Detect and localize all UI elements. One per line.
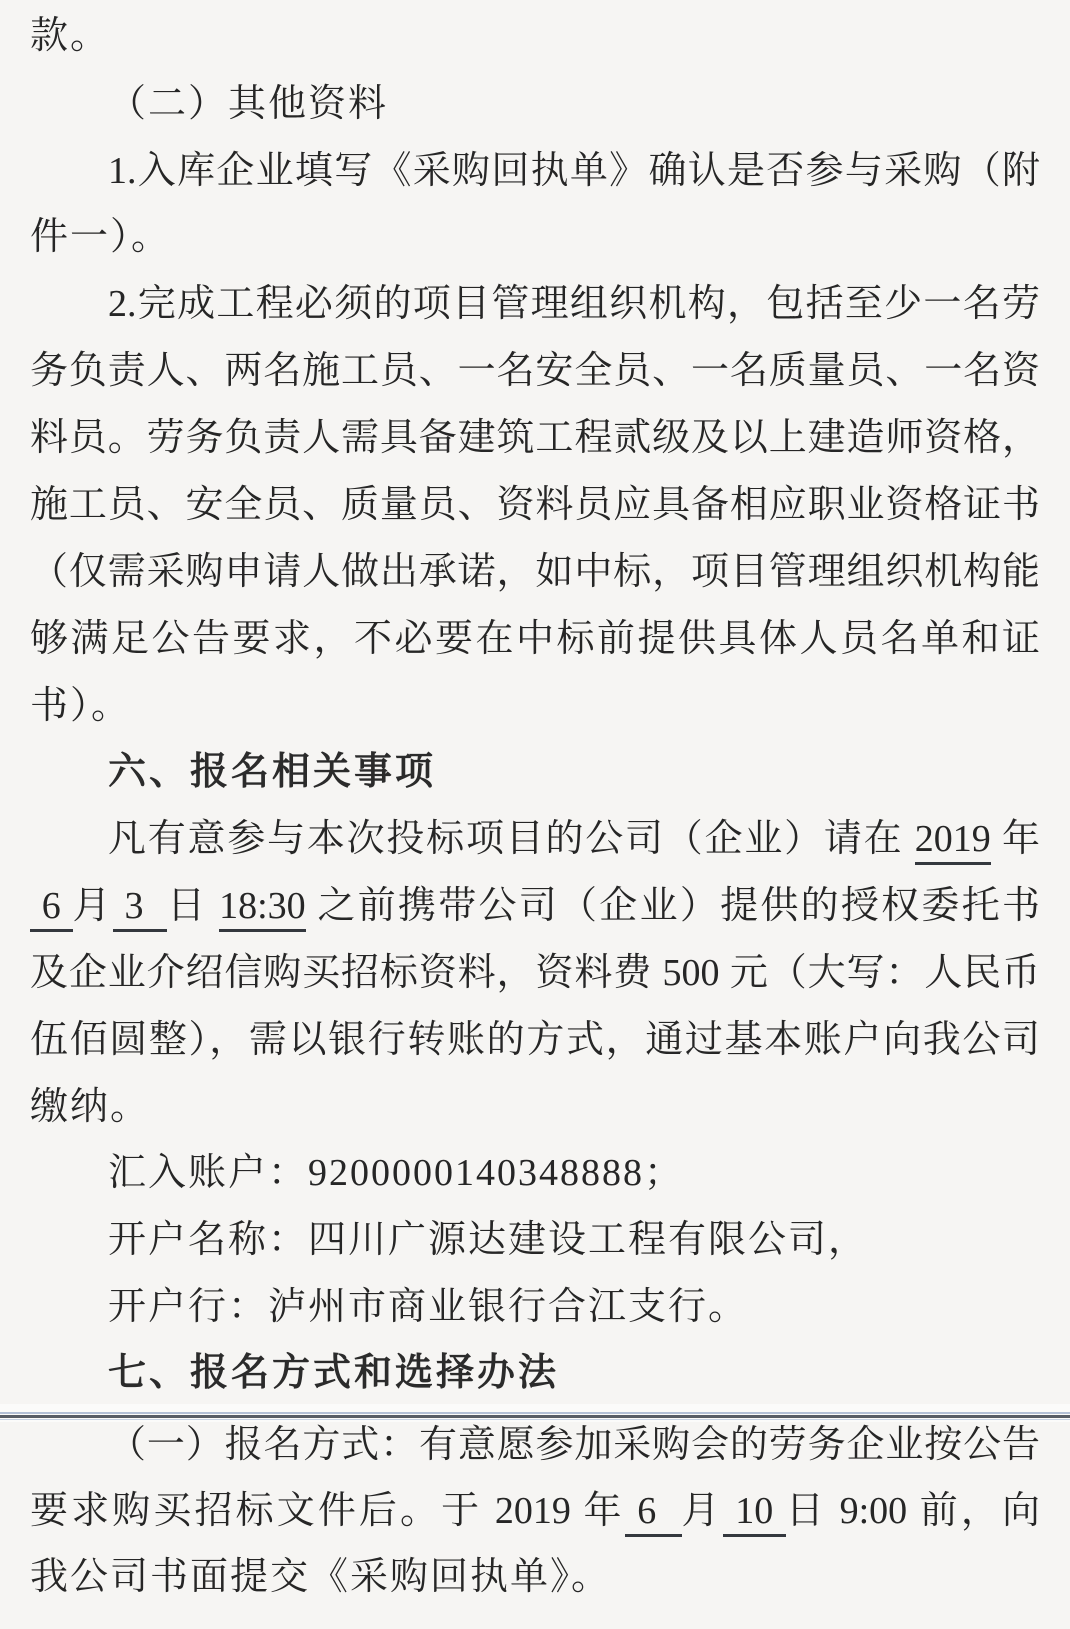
- text-segment: 开户行：泸州市商业银行合江支行。: [108, 1286, 749, 1328]
- text-segment: 汇入账户：9200000140348888；: [108, 1152, 685, 1194]
- section-heading: [30, 748, 1040, 804]
- text-line: [30, 1283, 1040, 1339]
- text-segment: 七、报名方式和选择办法: [108, 1352, 560, 1394]
- text-segment: 之前携带公司（企业）提供的授权委托书: [305, 885, 1040, 927]
- text-line: [30, 1487, 1040, 1543]
- text-segment: 缴纳。: [30, 1086, 151, 1128]
- text-segment: 日: [167, 885, 220, 927]
- text-line: [30, 1149, 1040, 1205]
- text-line: [30, 1016, 1040, 1072]
- text-segment: 六、报名相关事项: [108, 751, 437, 793]
- text-segment: 凡有意参与本次投标项目的公司（企业）请在: [108, 818, 915, 860]
- text-line: [30, 882, 1040, 938]
- text-segment: 及企业介绍信购买招标资料，资料费 500 元（大写：人民币: [30, 952, 1040, 994]
- underlined-text: 6: [625, 1490, 682, 1537]
- underlined-text: 10: [723, 1490, 786, 1537]
- text-line: [30, 548, 1040, 604]
- text-segment: 料员。劳务负责人需具备建筑工程贰级及以上建造师资格，: [30, 417, 1040, 459]
- scan-artifact-line: [0, 1404, 1070, 1422]
- text-line: [30, 80, 1040, 136]
- text-segment: 2.完成工程必须的项目管理组织机构，包括至少一名劳: [108, 283, 1040, 325]
- text-segment: 开户名称：四川广源达建设工程有限公司，: [108, 1219, 869, 1261]
- underlined-text: 2019: [915, 818, 991, 865]
- text-line: [30, 147, 1040, 203]
- text-segment: 件一）。: [30, 216, 172, 258]
- underlined-text: 6: [30, 885, 73, 932]
- text-line: [30, 949, 1040, 1005]
- text-segment: 1.入库企业填写《采购回执单》确认是否参与采购（附: [108, 150, 1040, 192]
- text-segment: 书）。: [30, 685, 132, 727]
- text-segment: 够满足公告要求，不必要在中标前提供具体人员名单和证: [30, 618, 1040, 660]
- text-segment: （二）其他资料: [108, 83, 389, 125]
- text-line: [30, 481, 1040, 537]
- text-segment: 日 9:00 前，向: [785, 1490, 1040, 1532]
- text-line: [30, 414, 1040, 470]
- text-line: [30, 1083, 1040, 1139]
- text-line: [30, 1421, 1040, 1477]
- text-line: [30, 615, 1040, 671]
- text-segment: （仅需采购申请人做出承诺，如中标，项目管理组织机构能: [30, 551, 1040, 593]
- text-segment: 款。: [30, 15, 111, 57]
- text-line: [30, 815, 1040, 871]
- text-line: [30, 12, 1040, 68]
- text-line: [30, 1553, 1040, 1609]
- text-segment: 施工员、安全员、质量员、资料员应具备相应职业资格证书: [30, 484, 1040, 526]
- text-segment: 务负责人、两名施工员、一名安全员、一名质量员、一名资: [30, 350, 1040, 392]
- underlined-text: 3: [113, 885, 167, 932]
- scan-artifact-light-line-2: [0, 1419, 1070, 1420]
- scan-artifact-light-line: [0, 1412, 1070, 1414]
- underlined-text: 18:30: [219, 885, 306, 932]
- text-line: [30, 213, 1040, 269]
- text-segment: 我公司书面提交《采购回执单》。: [30, 1556, 612, 1598]
- section-heading: [30, 1349, 1040, 1405]
- text-segment: 月: [72, 885, 113, 927]
- text-line: [30, 280, 1040, 336]
- text-line: [30, 1216, 1040, 1272]
- text-line: [30, 347, 1040, 403]
- text-segment: （一）报名方式：有意愿参加采购会的劳务企业按公告: [108, 1424, 1040, 1466]
- scan-artifact-dark-line: [0, 1415, 1070, 1418]
- text-line: [30, 682, 1040, 738]
- text-segment: 要求购买招标文件后。于 2019 年: [30, 1490, 625, 1532]
- text-segment: 年: [990, 818, 1040, 860]
- text-segment: 伍佰圆整），需以银行转账的方式，通过基本账户向我公司: [30, 1019, 1040, 1061]
- text-segment: 月: [681, 1490, 723, 1532]
